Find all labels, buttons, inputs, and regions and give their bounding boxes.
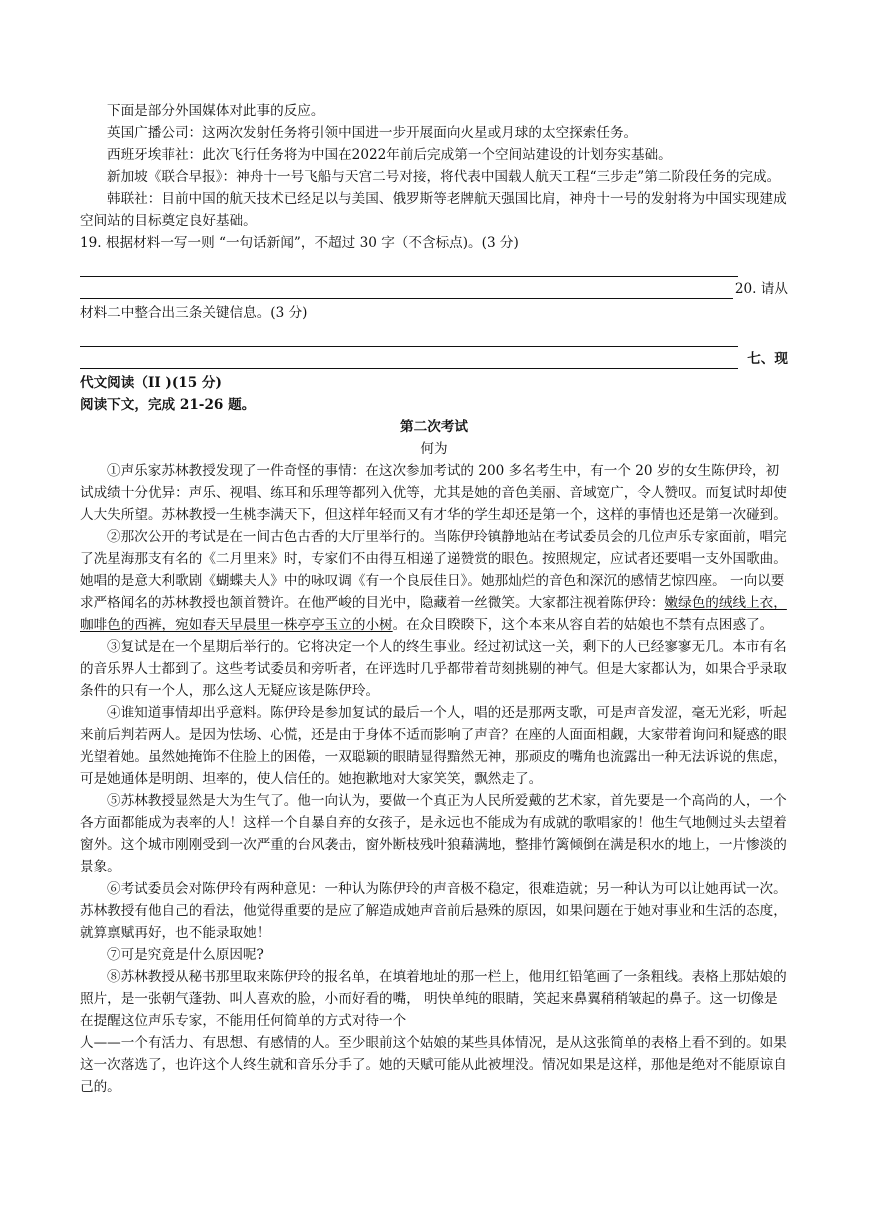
media-reaction-yonhap: 韩联社：目前中国的航天技术已经足以与美国、俄罗斯等老牌航天强国比肩，神舟十一号的发射将为中国实现建成空间站的目标奠定良好基础。 [80,191,787,229]
intro-line: 下面是部分外国媒体对此事的反应。 [107,103,325,119]
paragraph-3: ③复试是在一个星期后举行的。它将决定一个人的终生事业。经过初试这一关，剩下的人已经寥寥无几。本市有名的音乐界人士都到了。这些考试委员和旁听者，在评选时几乎都带着苛刻挑剔的神气。但是大家都认为，如果合乎录取条件的只有一个人，那么这人无疑应该是陈伊玲。 [80,639,787,699]
answer-line-19a [80,258,788,280]
reading-instruction: 阅读下文，完成 21-26 题。 [80,397,256,413]
article-title: 第二次考试 [400,419,468,435]
paragraph-7: ⑦可是究竟是什么原因呢? [107,947,264,963]
paragraph-4: ④谁知道事情却出乎意料。陈伊玲是参加复试的最后一个人，唱的还是那两支歌，可是声音发涩，毫无光彩，听起来前后判若两人。是因为怯场、心慌，还是由于身体不适而影响了声音？在座的人面面相觑，大家带着询问和疑惑的眼光望着她。虽然她掩饰不住脸上的困倦，一双聪颖的眼睛显得黯然无神，那顽皮的嘴角也流露出一种无法诉说的焦虑，可是她通体是明朗、坦率的，使人信任的。她抱歉地对大家笑笑，飘然走了。 [80,705,787,787]
article-author: 何为 [420,441,448,457]
question-19: 19. 根据材料一写一则 “一句话新闻”，不超过 30 字（不含标点)。(3 分) [80,235,519,251]
media-reaction-efe: 西班牙埃菲社：此次飞行任务将为中国在2022年前后完成第一个空间站建设的计划夯实基础。 [107,147,672,163]
section-7-head: 七、现 [745,348,788,370]
section-7-title: 代文阅读（II )(15 分) [80,375,222,391]
paragraph-1: ①声乐家苏林教授发现了一件奇怪的事情：在这次参加考试的 200 多名考生中，有一个 20 岁的女生陈伊玲，初试成绩十分优异：声乐、视唱、练耳和乐理等都列入优等，尤其是她的音色美丽、音域宽广，令人赞叹。而复试时却使人大失所望。苏林教授一生桃李满天下，但这样年轻而又有才华的学生却还是第一个，这样的事情也还是第一次碰到。 [80,463,787,523]
paragraph-2 [80,526,788,636]
paragraph-6: ⑥考试委员会对陈伊玲有两种意见：一种认为陈伊玲的声音极不稳定，很难造就；另一种认为可以让她再试一次。苏林教授有他自己的看法，他觉得重要的是应了解造成她声音前后悬殊的原因，如果问题在于她对事业和生活的态度，就算禀赋再好，也不能录取她！ [80,881,787,941]
paragraph-8-continued: 人——一个有活力、有思想、有感情的人。至少眼前这个姑娘的某些具体情况，是从这张简单的表格上看不到的。如果这一次落选了，也许这个人终生就和音乐分手了。她的天赋可能从此被埋没。情况如果是这样，那他是绝对不能原谅自己的。 [80,1035,787,1095]
paragraph-2-text: ②那次公开的考试是在一间古色古香的大厅里举行的。当陈伊玲镇静地站在考试委员会的几位声乐专家面前，唱完了冼星海那支有名的《二月里来》时，专家们不由得互相递了递赞赏的眼色。按照规定，应试者还要唱一支外国歌曲。她唱的是意大利歌剧《蝴蝶夫人》中的咏叹调《有一个良辰佳日》。她那灿烂的音色和深沉的感情艺惊四座。 一向以要求严格闻名的苏林教授也颔首赞许。在他严峻的目光中，隐藏着一丝微笑。大家都注视着陈伊玲： [80,529,787,611]
answer-line-20a [80,328,788,350]
question-20-head: 20. 请从 [733,278,788,300]
paragraph-5: ⑤苏林教授显然是大为生气了。他一向认为，要做一个真正为人民所爱戴的艺术家，首先要是一个高尚的人，一个各方面都能成为表率的人！这样一个自暴自弃的女孩子，是永远也不能成为有成就的歌唱家的！他生气地侧过头去望着窗外。这个城市刚刚受到一次严重的台风袭击，窗外断枝残叶狼藉满地，整排竹篱倾倒在满是积水的地上，一片惨淡的景象。 [80,793,787,875]
paragraph-2-tail: 。在众目睽睽下，这个本来从容自若的姑娘也不禁有点困惑了。 [392,617,774,633]
paragraph-8: ⑧苏林教授从秘书那里取来陈伊玲的报名单，在填着地址的那一栏上，他用红铅笔画了一条粗线。表格上那姑娘的照片，是一张朝气蓬勃、叫人喜欢的脸，小而好看的嘴， 明快单纯的眼睛，笑起来鼻翼稍稍皱起的鼻子。这一切像是在提醒这位声乐专家，不能用任何简单的方式对待一个 [80,969,787,1029]
document-page [80,100,788,1098]
answer-line-20b [80,350,788,372]
media-reaction-bbc: 英国广播公司：这两次发射任务将引领中国进一步开展面向火星或月球的太空探索任务。 [107,125,638,141]
answer-line-19b [80,280,788,302]
underlined-sentence: 嫩绿色的绒线上衣，咖啡色的西裤，宛如春天早晨里一株亭亭玉立的小树 [80,595,787,633]
media-reaction-zaobao: 新加坡《联合早报》：神舟十一号飞船与天宫二号对接，将代表中国载人航天工程“三步走”第二阶段任务的完成。 [107,169,781,185]
question-20: 材料二中整合出三条关键信息。(3 分) [80,305,308,321]
